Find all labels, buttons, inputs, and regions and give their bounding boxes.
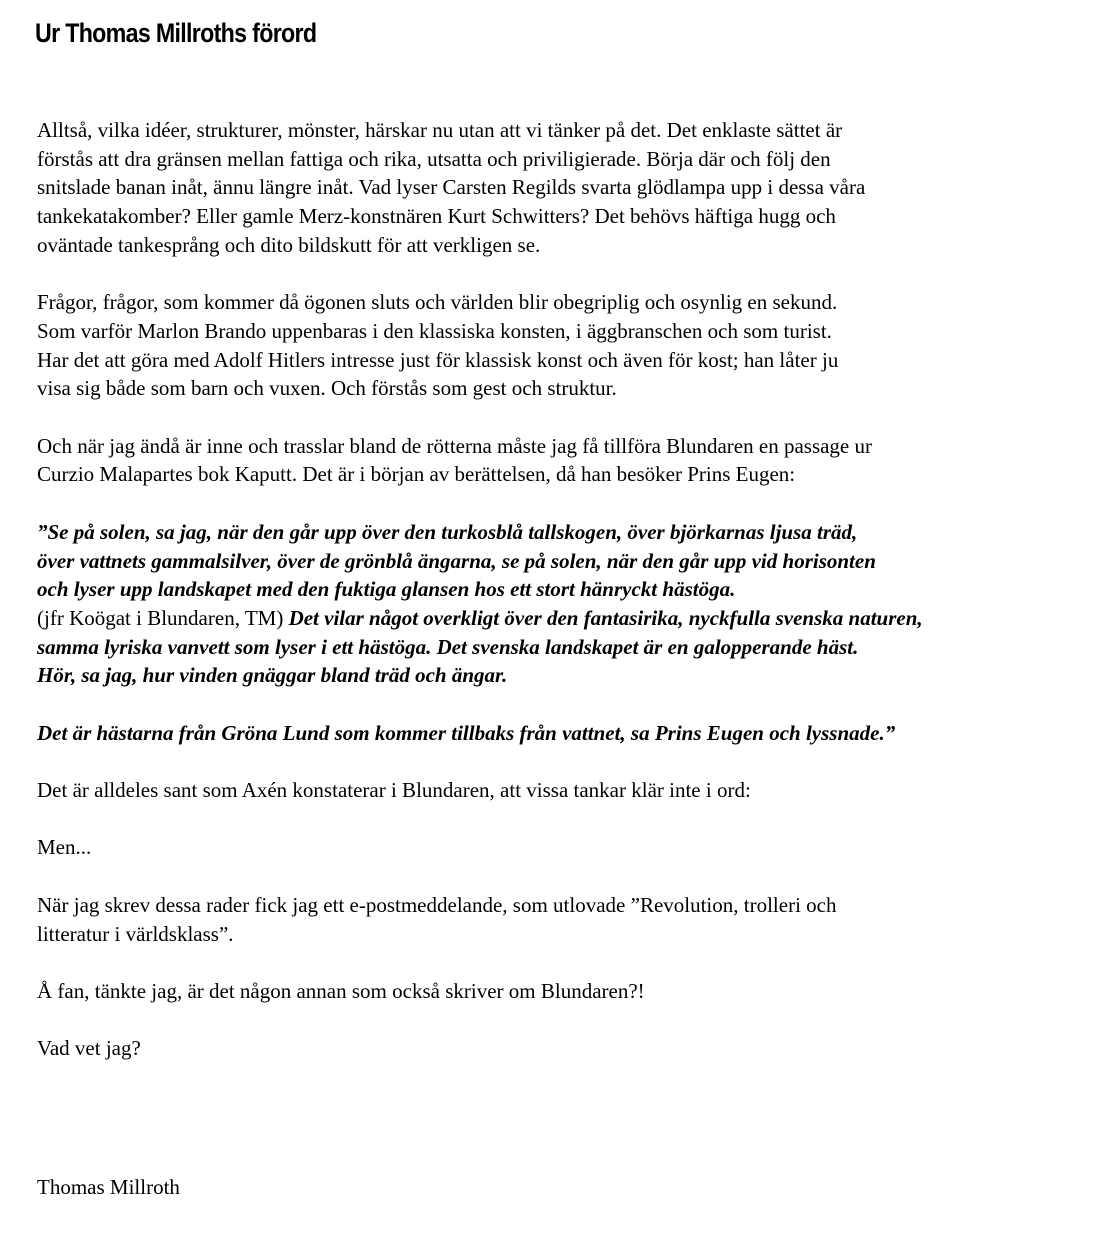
quote-line: Hör, sa jag, hur vinden gnäggar bland träd och ängar. — [37, 663, 508, 688]
text-line: När jag skrev dessa rader fick jag ett e-postmeddelande, som utlovade ”Revolution, trolleri och — [37, 892, 837, 917]
quote-closing — [37, 719, 1077, 748]
text-line: Det är alldeles sant som Axén konstaterar i Blundaren, att vissa tankar klär inte i ord: — [37, 778, 751, 803]
author-signature: Thomas Millroth — [37, 1175, 180, 1199]
quote-aside: (jfr Koögat i Blundaren, TM) — [37, 605, 289, 630]
quote-text: Det vilar något overkligt över den fantasirika, nyckfulla svenska naturen, — [288, 605, 923, 630]
paragraph-email — [37, 891, 1077, 948]
text-line: tankekatakomber? Eller gamle Merz-konstnären Kurt Schwitters? Det behövs häftiga hugg och — [37, 204, 836, 229]
text-line: Å fan, tänkte jag, är det någon annan som också skriver om Blundaren?! — [37, 978, 645, 1003]
paragraph-axen — [37, 776, 1077, 805]
text-line: Har det att göra med Adolf Hitlers intresse just för klassisk konst och även för kost; han låter ju — [37, 347, 839, 372]
paragraph-vad-vet-jag — [37, 1034, 1077, 1063]
paragraph-questions — [37, 288, 1077, 403]
text-line: Curzio Malapartes bok Kaputt. Det är i början av berättelsen, då han besöker Prins Eugen: — [37, 462, 796, 487]
quote-line: samma lyriska vanvett som lyser i ett hästöga. Det svenska landskapet är en galopperande häst. — [37, 634, 859, 659]
text-line: snitslade banan inåt, ännu längre inåt. Vad lyser Carsten Regilds svarta glödlampa upp i dessa våra — [37, 175, 866, 200]
text-line: Och när jag ändå är inne och trasslar bland de rötterna måste jag få tillföra Blundaren en passage ur — [37, 433, 872, 458]
quote-line: Det är hästarna från Gröna Lund som kommer tillbaks från vattnet, sa Prins Eugen och lyssnade.” — [37, 720, 896, 745]
paragraph-ideas — [37, 116, 1077, 260]
quote-line-mixed — [37, 604, 1077, 633]
quote-line: och lyser upp landskapet med den fuktiga glansen hos ett stort hänryckt hästöga. — [37, 577, 736, 602]
text-line: oväntade tankesprång och dito bildskutt för att verkligen se. — [37, 232, 541, 257]
article-body — [37, 116, 1077, 1092]
text-line: Men... — [37, 835, 92, 860]
text-line: förstås att dra gränsen mellan fattiga och rika, utsatta och priviligierade. Börja där och följ den — [37, 146, 831, 171]
text-line: visa sig både som barn och vuxen. Och förstås som gest och struktur. — [37, 376, 617, 401]
quote-block — [37, 518, 1077, 690]
paragraph-men — [37, 833, 1077, 862]
paragraph-malaparte — [37, 432, 1077, 489]
page-title: Ur Thomas Millroths förord — [35, 18, 317, 48]
quote-line: ”Se på solen, sa jag, när den går upp över den turkosblå tallskogen, över björkarnas ljusa träd, — [37, 519, 858, 544]
paragraph-fan — [37, 977, 1077, 1006]
text-line: Som varför Marlon Brando uppenbaras i den klassiska konsten, i äggbranschen och som turist. — [37, 318, 832, 343]
text-line: Alltså, vilka idéer, strukturer, mönster, härskar nu utan att vi tänker på det. Det enklaste sättet är — [37, 118, 843, 142]
text-line: litteratur i världsklass”. — [37, 921, 234, 946]
text-line: Vad vet jag? — [37, 1036, 141, 1061]
text-line: Frågor, frågor, som kommer då ögonen sluts och världen blir obegriplig och osynlig en sekund. — [37, 290, 838, 315]
quote-line: över vattnets gammalsilver, över de grönblå ängarna, se på solen, när den går upp vid horisonten — [37, 548, 876, 573]
